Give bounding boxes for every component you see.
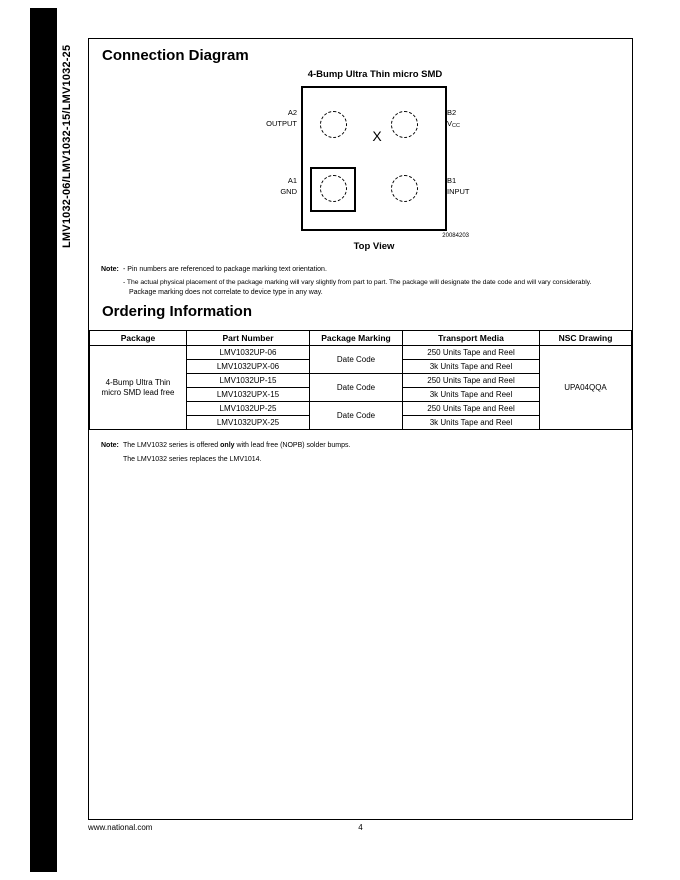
package-marking-cell: Date Code	[310, 374, 403, 402]
package-line-1: 4-Bump Ultra Thin	[105, 377, 171, 387]
pin-a1-function: GND	[280, 187, 297, 196]
transport-media-cell: 250 Units Tape and Reel	[403, 374, 540, 388]
col-header-transport-media: Transport Media	[403, 331, 540, 346]
ordering-information-title: Ordering Information	[102, 303, 252, 320]
pin-b2-function	[447, 118, 537, 132]
col-header-package-marking: Package Marking	[310, 331, 403, 346]
page-frame	[88, 38, 633, 820]
page-spine	[30, 8, 57, 872]
part-number-cell: LMV1032UP-15	[187, 374, 310, 388]
pin-a1-name: A1	[287, 176, 297, 185]
table-header-row	[90, 331, 632, 346]
diagram-note-label: Note:	[101, 266, 119, 273]
package-outline	[301, 86, 447, 231]
pin-a2-name: A2	[287, 108, 297, 117]
nsc-drawing-cell: UPA04QQA	[540, 346, 632, 430]
bump-a2-icon	[320, 111, 347, 138]
footer-page-number: 4	[358, 823, 363, 832]
pin-a2-label	[209, 107, 297, 129]
diagram-note-line3: Package marking does not correlate to device type in any way.	[129, 289, 323, 296]
center-x-mark: X	[372, 128, 382, 144]
ordering-note-line1-bold: only	[220, 442, 235, 449]
bump-b2-icon	[391, 111, 418, 138]
vertical-part-number: LMV1032-06/LMV1032-15/LMV1032-25	[61, 44, 73, 248]
part-number-cell: LMV1032UPX-15	[187, 388, 310, 402]
ordering-table	[89, 330, 632, 430]
part-number-cell: LMV1032UP-06	[187, 346, 310, 360]
package-line-2: micro SMD lead free	[101, 387, 175, 397]
connection-diagram-title: Connection Diagram	[102, 47, 249, 64]
vcc-sub: CC	[452, 123, 460, 129]
ordering-note-label: Note:	[101, 442, 119, 449]
diagram-note-line1: - Pin numbers are referenced to package marking text orientation.	[123, 266, 327, 273]
package-type-title: 4-Bump Ultra Thin micro SMD	[307, 69, 443, 80]
transport-media-cell: 250 Units Tape and Reel	[403, 346, 540, 360]
part-number-cell: LMV1032UPX-25	[187, 416, 310, 430]
table-row	[90, 346, 632, 360]
package-marking-cell: Date Code	[310, 346, 403, 374]
package-cell	[90, 346, 187, 430]
top-view-caption: Top View	[353, 241, 395, 252]
ordering-note-line1-post: with lead free (NOPB) solder bumps.	[234, 442, 351, 449]
vcc-main: V	[447, 119, 453, 128]
pin-b2-label	[447, 107, 537, 132]
pin-b2-name: B2	[447, 108, 457, 117]
pin-a1-label	[209, 175, 297, 197]
part-number-cell: LMV1032UP-25	[187, 402, 310, 416]
transport-media-cell: 3k Units Tape and Reel	[403, 388, 540, 402]
transport-media-cell: 250 Units Tape and Reel	[403, 402, 540, 416]
pin-b1-label	[447, 175, 537, 197]
part-number-cell: LMV1032UPX-06	[187, 360, 310, 374]
pin-b1-function: INPUT	[447, 187, 470, 196]
ordering-note-line1-pre: The LMV1032 series is offered	[123, 442, 221, 449]
diagram-note-line2: - The actual physical placement of the package marking will vary slightly from part to part. The package will designate the date code and will vary considerably.	[123, 279, 592, 286]
pin-a2-function: OUTPUT	[266, 119, 297, 128]
ordering-note-line1	[123, 441, 350, 450]
col-header-package: Package	[90, 331, 187, 346]
bump-b1-icon	[391, 175, 418, 202]
footer-url: www.national.com	[88, 823, 153, 832]
col-header-nsc-drawing: NSC Drawing	[540, 331, 632, 346]
pin-a1-marker-square	[310, 167, 356, 212]
figure-number: 20084203	[442, 233, 469, 239]
transport-media-cell: 3k Units Tape and Reel	[403, 360, 540, 374]
package-marking-cell: Date Code	[310, 402, 403, 430]
transport-media-cell: 3k Units Tape and Reel	[403, 416, 540, 430]
col-header-part-number: Part Number	[187, 331, 310, 346]
ordering-note-line2: The LMV1032 series replaces the LMV1014.	[123, 456, 262, 463]
pin-b1-name: B1	[447, 176, 457, 185]
